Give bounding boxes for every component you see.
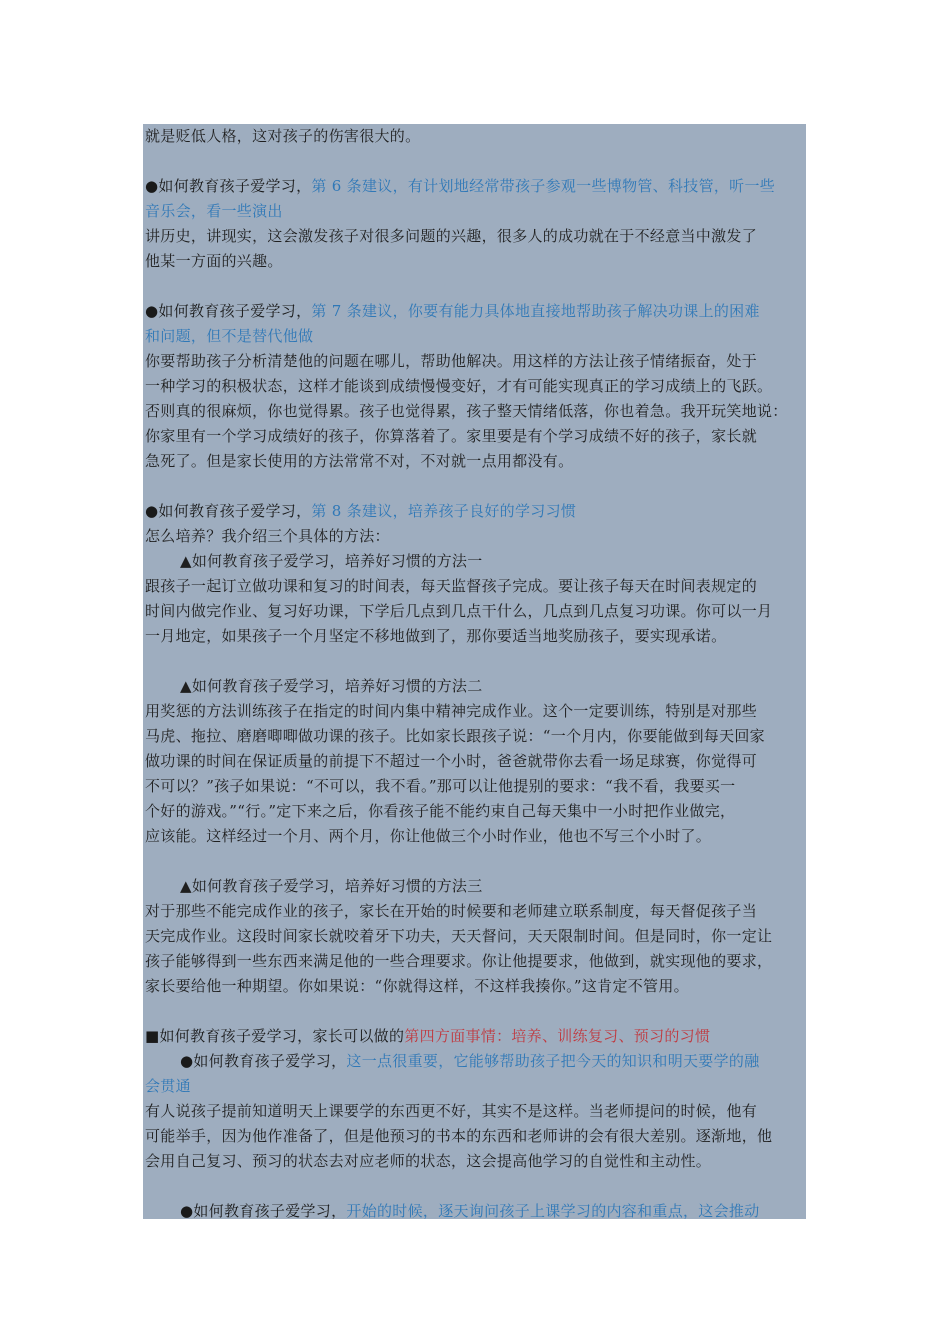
paragraph-line: 对于那些不能完成作业的孩子，家长在开始的时候要和老师建立联系制度，每天督促孩子当 xyxy=(145,902,758,920)
paragraph-line: 天完成作业。这段时间家长就咬着牙下功夫，天天督问，天天限制时间。但是同时，你一定让 xyxy=(145,927,773,945)
spacer xyxy=(145,474,806,499)
paragraph-line: 孩子能够得到一些东西来满足他的一些合理要求。你让他提要求，他做到，就实现他的要求， xyxy=(145,952,773,970)
document-content xyxy=(143,124,806,1219)
paragraph-line: 你家里有一个学习成绩好的孩子，你算落着了。家里要是有个学习成绩不好的孩子，家长就 xyxy=(145,427,758,445)
document-page-block xyxy=(143,124,806,1219)
paragraph-line: 用奖惩的方法训练孩子在指定的时间内集中精神完成作业。这个一定要训练，特别是对那些 xyxy=(145,702,758,720)
method-title: ▲如何教育孩子爱学习，培养好习惯的方法一 xyxy=(180,552,483,570)
paragraph-line: 不可以？”孩子如果说：“不可以，我不看。”那可以让他提别的要求：“我不看，我要买一 xyxy=(145,777,736,795)
heading-prefix: ■如何教育孩子爱学习，家长可以做的 xyxy=(145,1027,405,1045)
paragraph-line: 家长要给他一种期望。你如果说：“你就得这样，不这样我揍你。”这肯定不管用。 xyxy=(145,977,689,995)
paragraph-line: 跟孩子一起订立做功课和复习的时间表，每天监督孩子完成。要让孩子每天在时间表规定的 xyxy=(145,577,758,595)
spacer xyxy=(145,849,806,874)
method-title: ▲如何教育孩子爱学习，培养好习惯的方法三 xyxy=(180,877,483,895)
heading-prefix: ●如何教育孩子爱学习， xyxy=(145,302,312,320)
heading-continuation: 和问题，但不是替代他做 xyxy=(145,327,314,345)
paragraph-line: 一月地定，如果孩子一个月坚定不移地做到了，那你要适当地奖励孩子，要实现承诺。 xyxy=(145,627,727,645)
spacer xyxy=(145,149,806,174)
section-heading xyxy=(145,1024,806,1049)
paragraph-line: 就是贬低人格，这对孩子的伤害很大的。 xyxy=(145,127,421,145)
paragraph-line: 急死了。但是家长使用的方法常常不对，不对就一点用都没有。 xyxy=(145,452,574,470)
heading-continuation: 会贯通 xyxy=(145,1077,191,1095)
heading-prefix: ●如何教育孩子爱学习， xyxy=(145,177,312,195)
heading-prefix: ●如何教育孩子爱学习， xyxy=(180,1052,347,1070)
heading-link-text: 第 7 条建议，你要有能力具体地直接地帮助孩子解决功课上的困难 xyxy=(311,302,760,320)
subsection-heading xyxy=(145,1049,806,1074)
heading-link-text: 第 6 条建议，有计划地经常带孩子参观一些博物管、科技管，听一些 xyxy=(311,177,776,195)
paragraph-line: 你要帮助孩子分析清楚他的问题在哪儿，帮助他解决。用这样的方法让孩子情绪振奋，处于 xyxy=(145,352,758,370)
method-title: ▲如何教育孩子爱学习，培养好习惯的方法二 xyxy=(180,677,483,695)
paragraph-line: 时间内做完作业、复习好功课，下学后几点到几点干什么，几点到几点复习功课。你可以一月 xyxy=(145,602,773,620)
heading-link-text: 第 8 条建议，培养孩子良好的学习习惯 xyxy=(311,502,577,520)
paragraph-line: 他某一方面的兴趣。 xyxy=(145,252,283,270)
heading-link-text: 开始的时候，逐天询问孩子上课学习的内容和重点，这会推动 xyxy=(346,1202,760,1219)
paragraph-line: 做功课的时间在保证质量的前提下不超过一个小时，爸爸就带你去看一场足球赛，你觉得可 xyxy=(145,752,758,770)
paragraph-line: 可能举手，因为他作准备了，但是他预习的书本的东西和老师讲的会有很大差别。逐渐地，他 xyxy=(145,1127,773,1145)
paragraph-line: 马虎、拖拉、磨磨唧唧做功课的孩子。比如家长跟孩子说：“一个月内，你要能做到每天回家 xyxy=(145,727,765,745)
paragraph-line: 会用自己复习、预习的状态去对应老师的状态，这会提高他学习的自觉性和主动性。 xyxy=(145,1152,712,1170)
paragraph-line: 怎么培养？我介绍三个具体的方法： xyxy=(145,527,390,545)
section-heading xyxy=(145,299,806,324)
heading-prefix: ●如何教育孩子爱学习， xyxy=(145,502,312,520)
paragraph-line: 讲历史，讲现实，这会激发孩子对很多问题的兴趣，很多人的成功就在于不经意当中激发了 xyxy=(145,227,758,245)
paragraph-line: 一种学习的积极状态，这样才能谈到成绩慢慢变好，才有可能实现真正的学习成绩上的飞跃。 xyxy=(145,377,773,395)
spacer xyxy=(145,649,806,674)
heading-prefix: ●如何教育孩子爱学习， xyxy=(180,1202,347,1219)
spacer xyxy=(145,999,806,1024)
spacer xyxy=(145,274,806,299)
paragraph-line: 否则真的很麻烦，你也觉得累。孩子也觉得累，孩子整天情绪低落，你也着急。我开玩笑地说： xyxy=(145,402,788,420)
section-heading xyxy=(145,499,806,524)
paragraph-line: 应该能。这样经过一个月、两个月，你让他做三个小时作业，他也不写三个小时了。 xyxy=(145,827,712,845)
subsection-heading xyxy=(145,1199,806,1219)
heading-continuation: 音乐会，看一些演出 xyxy=(145,202,283,220)
section-heading xyxy=(145,174,806,199)
heading-link-text: 这一点很重要，它能够帮助孩子把今天的知识和明天要学的融 xyxy=(346,1052,760,1070)
spacer xyxy=(145,1174,806,1199)
paragraph-line: 个好的游戏。”“行。”定下来之后，你看孩子能不能约束自己每天集中一小时把作业做完， xyxy=(145,802,736,820)
paragraph-line: 有人说孩子提前知道明天上课要学的东西更不好，其实不是这样。当老师提问的时候，他有 xyxy=(145,1102,758,1120)
heading-highlight-text: 第四方面事情：培养、训练复习、预习的习惯 xyxy=(404,1027,711,1045)
